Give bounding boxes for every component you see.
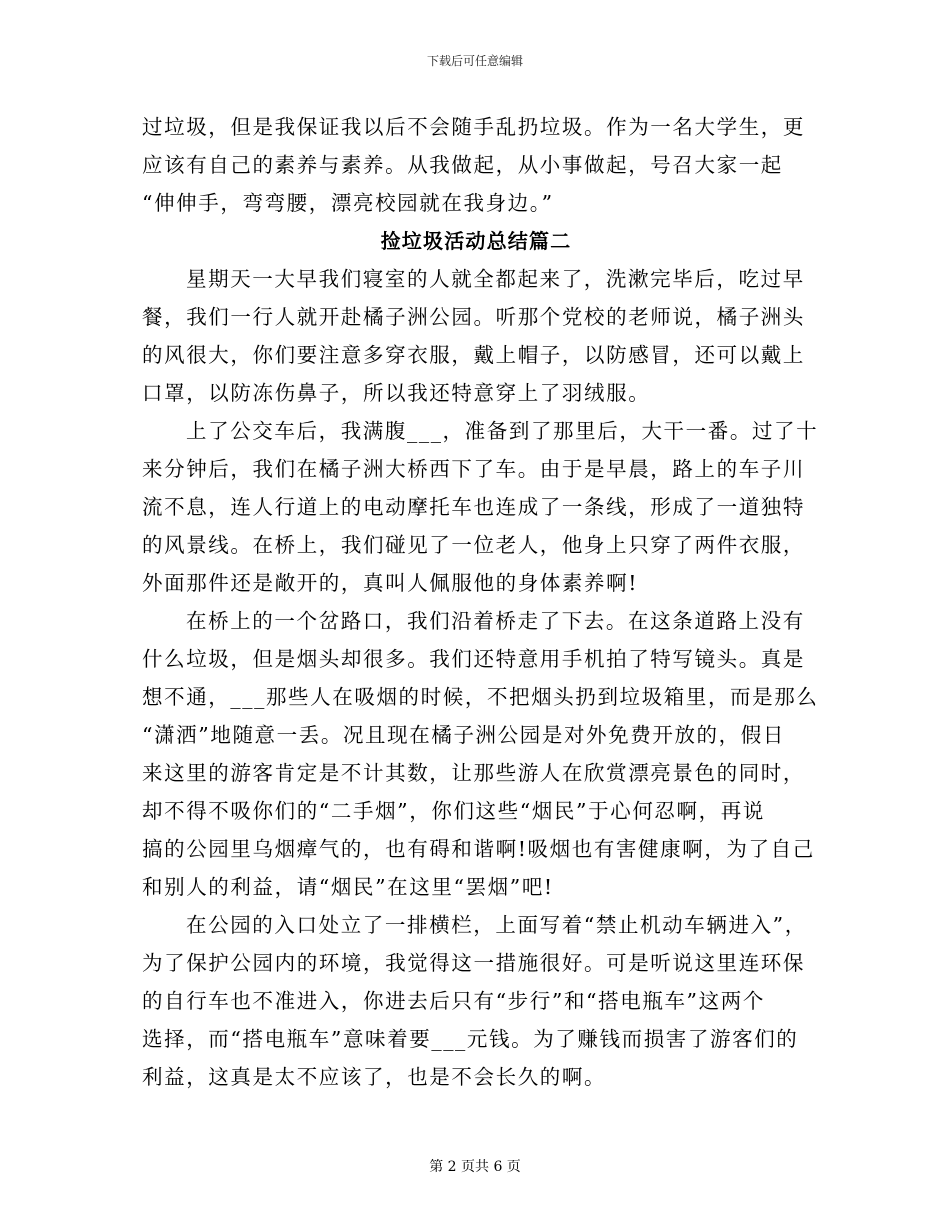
- paragraph-2: [142, 412, 819, 602]
- text-line: 口罩，以防冻伤鼻子，所以我还特意穿上了羽绒服。: [142, 381, 651, 405]
- text-line: 却不得不吸你们的“二手烟”，你们这些“烟民”于心何忍啊，再说: [142, 799, 765, 823]
- text-line: 在桥上的一个岔路口，我们沿着桥走了下去。在这条道路上没有: [186, 609, 805, 633]
- text-line: 什么垃圾，但是烟头却很多。我们还特意用手机拍了特写镜头。真是: [142, 647, 805, 671]
- text-line: 过垃圾，但是我保证我以后不会随手乱扔垃圾。作为一名大学生，更: [142, 115, 805, 139]
- text-line: 利益，这真是太不应该了，也是不会长久的啊。: [142, 1065, 607, 1089]
- paragraph-1: [142, 260, 810, 412]
- text-line: 上了公交车后，我满腹___，准备到了那里后，大干一番。过了十: [186, 419, 819, 443]
- text-line: 餐，我们一行人就开赴橘子洲公园。听那个党校的老师说，橘子洲头: [142, 305, 805, 329]
- text-line: 和别人的利益，请“烟民”在这里“罢烟”吧!: [142, 875, 554, 899]
- text-line: 星期天一大早我们寝室的人就全都起来了，洗漱完毕后，吃过早: [186, 267, 805, 291]
- text-line: 来这里的游客肯定是不计其数，让那些游人在欣赏漂亮景色的同时，: [142, 761, 805, 785]
- intro-paragraph: [142, 108, 810, 222]
- text-line: 为了保护公园内的环境，我觉得这一措施很好。可是听说这里连环保: [142, 951, 805, 975]
- text-line: 搞的公园里乌烟瘴气的，也有碍和谐啊!吸烟也有害健康啊，为了自己: [142, 837, 815, 861]
- text-line: 的自行车也不准进入，你进去后只有“步行”和“搭电瓶车”这两个: [142, 989, 765, 1013]
- page-footer: 第 2 页共 6 页: [429, 1159, 521, 1175]
- text-line: 的风景线。在桥上，我们碰见了一位老人，他身上只穿了两件衣服，: [142, 533, 805, 557]
- text-line: 外面那件还是敞开的，真叫人佩服他的身体素养啊!: [142, 571, 639, 595]
- text-line: 在公园的入口处立了一排横栏，上面写着“禁止机动车辆进入”，: [186, 913, 807, 937]
- text-line: 的风很大，你们要注意多穿衣服，戴上帽子，以防感冒，还可以戴上: [142, 343, 805, 367]
- text-line: 选择，而“搭电瓶车”意味着要___元钱。为了赚钱而损害了游客们的: [142, 1027, 799, 1051]
- paragraph-4: [142, 906, 810, 1096]
- page-header: 下载后可任意编辑: [426, 54, 523, 68]
- text-line: 应该有自己的素养与素养。从我做起，从小事做起，号召大家一起: [142, 153, 783, 177]
- text-line: 想不通，___那些人在吸烟的时候，不把烟头扔到垃圾箱里，而是那么: [142, 685, 819, 709]
- paragraph-3: [142, 602, 819, 906]
- text-line: “伸伸手，弯弯腰，漂亮校园就在我身边。”: [142, 191, 554, 215]
- text-line: 流不息，连人行道上的电动摩托车也连成了一条线，形成了一道独特: [142, 495, 805, 519]
- text-line: “潇洒”地随意一丢。况且现在橘子洲公园是对外免费开放的，假日: [142, 723, 785, 747]
- document-body: [142, 108, 819, 1096]
- section-title: 捡垃圾活动总结篇二: [380, 229, 572, 253]
- text-line: 来分钟后，我们在橘子洲大桥西下了车。由于是早晨，路上的车子川: [142, 457, 805, 481]
